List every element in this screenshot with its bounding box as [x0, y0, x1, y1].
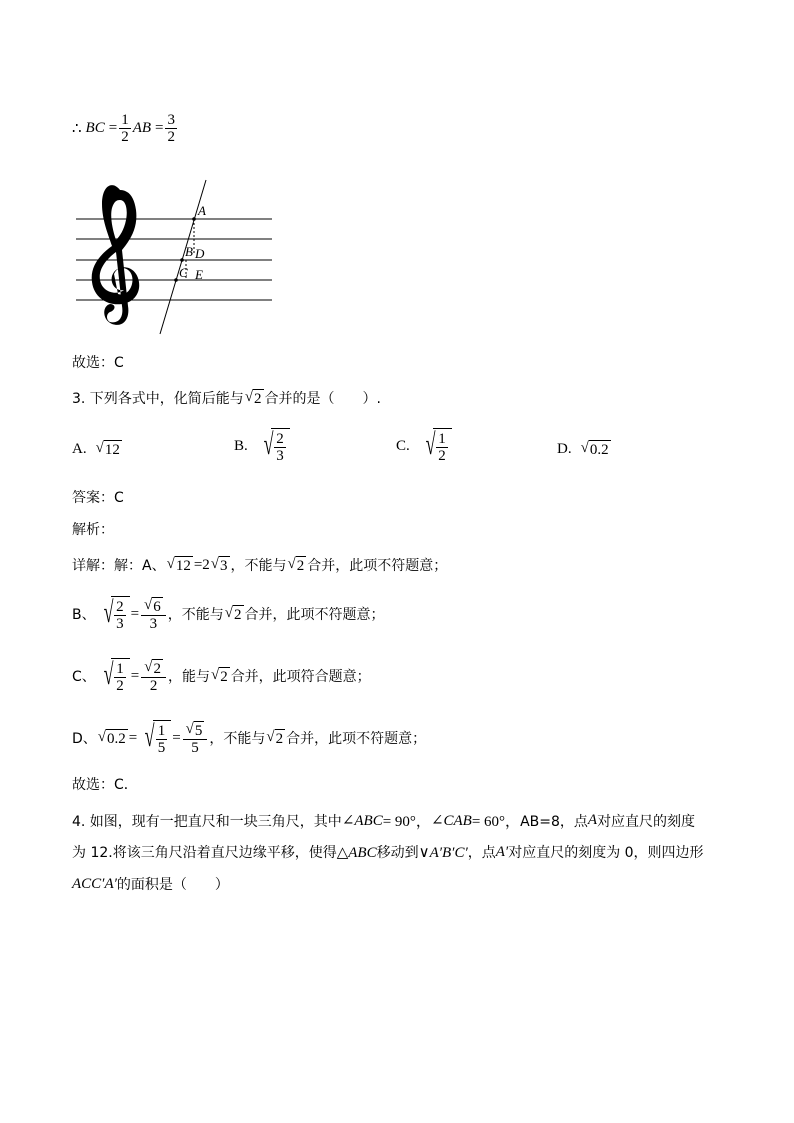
- final-answer-q3: 故选：C．: [72, 777, 138, 793]
- option-d: D. √ 0.2: [557, 440, 609, 458]
- point-b: [180, 258, 184, 262]
- option-b: B. √ $\frac{2}{3}$: [234, 428, 291, 464]
- sqrt-2: √ 2: [224, 604, 242, 623]
- sqrt-12: √ 12: [166, 555, 191, 574]
- sqrt-2: √ 2: [210, 666, 228, 685]
- question-4-line-1: 4. 如图，现有一把直尺和一块三角尺，其中 ∠ABC = 90°， ∠CAB = 60°， AB=8，点 A 对应直尺的刻度: [72, 812, 696, 830]
- point-a-ref: A: [587, 812, 598, 828]
- option-a: A. √ 12: [72, 440, 120, 458]
- therefore-symbol: ∴: [72, 121, 82, 137]
- option-c: C. √ $\frac{1}{2}$: [396, 428, 453, 464]
- question-3: [72, 388, 381, 408]
- fraction-sqrt5-over-5: √ 5 5: [183, 721, 208, 756]
- q3-prefix: 3. 下列各式中，化简后能与: [72, 391, 244, 407]
- q3-suffix: 合并的是（ ）.: [264, 391, 381, 407]
- analysis-heading: 解析：: [72, 522, 114, 538]
- fraction-sqrt2-over-2: √ 2 2: [141, 659, 166, 694]
- sqrt-two-thirds: √ $\frac{2}{3}$: [257, 428, 290, 464]
- detail-d: D、 √ 0.2 = √ $\frac{1}{5}$ = √ 5 5 ，不能与 √ 2 合并，此项不符题意；: [72, 720, 427, 756]
- sqrt-0-2: √ 0.2: [97, 728, 126, 747]
- triangle-abc: △ABC: [336, 844, 377, 861]
- angle-cab: ∠CAB: [430, 813, 472, 829]
- angle-abc: ∠ABC: [341, 813, 383, 829]
- sqrt-2: √ 2: [266, 728, 284, 747]
- question-4-line-3: ACC′A′ 的面积是（ ）: [72, 875, 229, 893]
- label-d: D: [195, 246, 205, 261]
- sqrt-12: √ 12: [95, 440, 120, 458]
- sqrt-two-thirds: √ $\frac{2}{3}$: [97, 596, 130, 632]
- label-a: A: [198, 203, 206, 218]
- fraction-sqrt6-over-3: √ 6 3: [141, 597, 166, 632]
- sqrt-0-2: √ 0.2: [580, 440, 609, 458]
- point-c: [174, 278, 178, 282]
- question-4-line-2: 为 12.将该三角尺沿着直尺边缘平移，使得 △ABC 移动到 ∨A′B′C′ ，点 A′ 对应直尺的刻度为 0，则四边形: [72, 843, 704, 861]
- staff-figure: [72, 176, 278, 338]
- point-a-prime: A′: [495, 843, 509, 860]
- answer-q3: 答案：C: [72, 490, 124, 506]
- sqrt-2: √ 2: [244, 388, 262, 407]
- segment-ab: AB: [132, 120, 152, 136]
- sqrt-one-half: √ $\frac{1}{2}$: [419, 428, 452, 464]
- fraction-three-halves: $\frac{3}{2}$: [167, 112, 175, 145]
- quadrilateral-acca: ACC′A′: [72, 875, 117, 892]
- sqrt-one-half: √ $\frac{1}{2}$: [97, 658, 130, 694]
- label-e: E: [195, 267, 203, 282]
- equals-sign: =: [108, 120, 118, 136]
- label-c: C: [179, 265, 188, 280]
- equals-sign: =: [155, 120, 164, 136]
- detail-b: B、 √ $\frac{2}{3}$ = √ 6 3 ，不能与 √ 2 合并，此项不符题意；: [72, 596, 385, 632]
- therefore-equation: [72, 112, 179, 145]
- point-a: [192, 217, 196, 221]
- fraction-one-half: $\frac{1}{2}$: [121, 112, 129, 145]
- sqrt-one-fifth: √ $\frac{1}{5}$: [138, 720, 171, 756]
- detail-c: C、 √ $\frac{1}{2}$ = √ 2 2 ，能与 √ 2 合并，此项符合题意；: [72, 658, 371, 694]
- sqrt-3: √ 3: [210, 555, 228, 574]
- triangle-a-b-c-prime: ∨A′B′C′: [418, 844, 468, 861]
- segment-bc: BC: [85, 120, 105, 136]
- treble-clef-icon: [92, 185, 140, 325]
- detail-a: 详解：解：A、 √ 12 = 2 √ 3 ，不能与 √ 2 合并，此项不符题意；: [72, 555, 448, 574]
- label-b: B: [185, 244, 193, 259]
- sqrt-2: √ 2: [287, 555, 305, 574]
- answer-q2: 故选：C: [72, 355, 124, 371]
